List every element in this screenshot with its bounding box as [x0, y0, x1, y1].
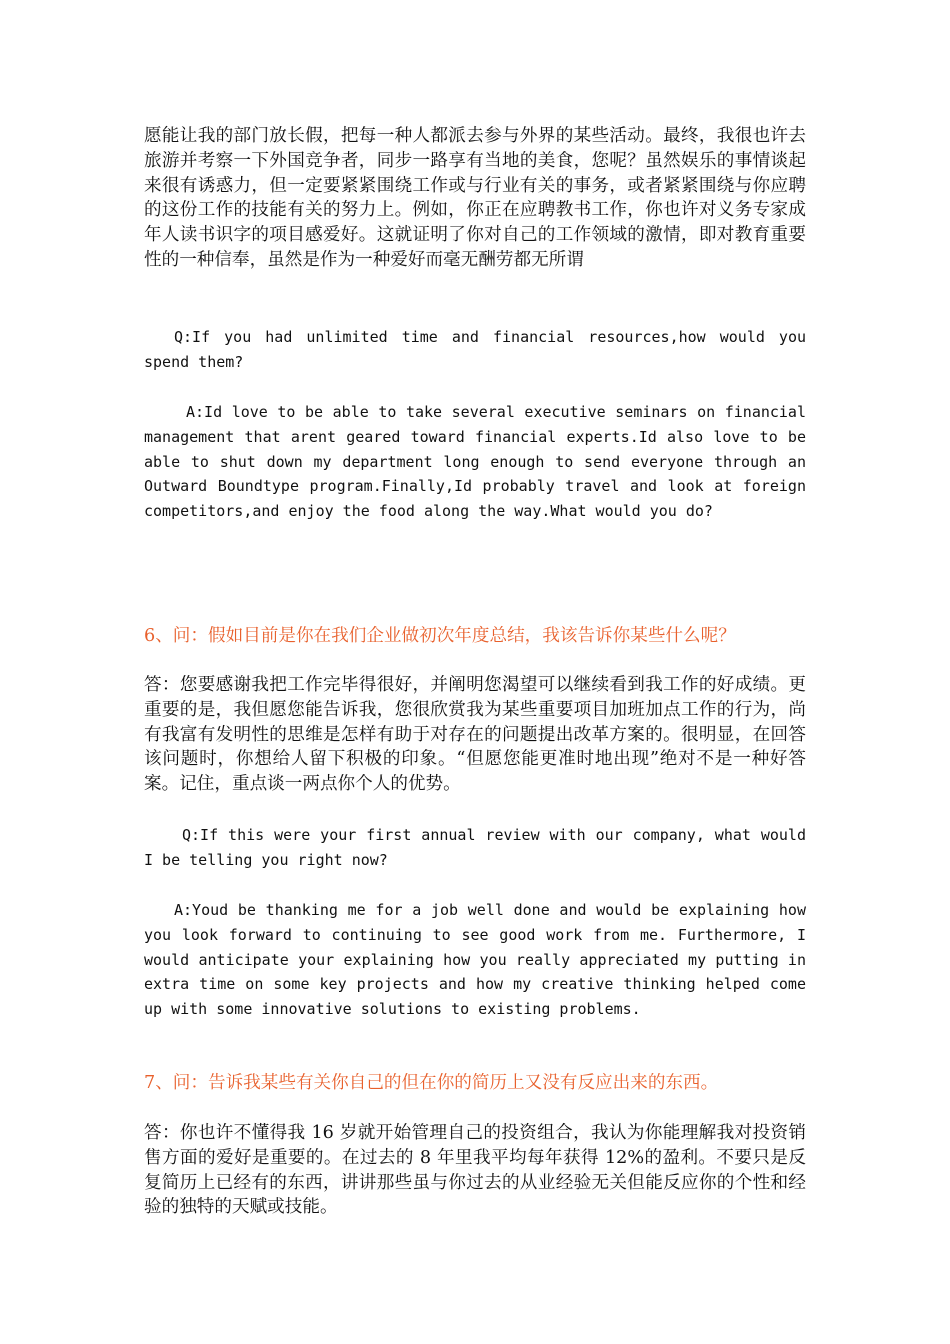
question-6-heading: 6、问：假如目前是你在我们企业做初次年度总结，我该告诉你某些什么呢？: [144, 626, 736, 646]
question-7-heading: 7、问：告诉我某些有关你自己的但在你的简历上又没有反应出来的东西。: [144, 1073, 719, 1093]
english-answer-6: A:Youd be thanking me for a job well done and would be explaining how you look forward to continuing to see good work from me. Furthermore, I would anticipate your explaining how you really appreciated my putting in extra time on some key projects and how my creative thinking helped come up with some innovative solutions to existing problems.: [144, 901, 806, 1019]
intro-paragraph: 愿能让我的部门放长假，把每一种人都派去参与外界的某些活动。最终，我很也许去旅游并考察一下外国竞争者，同步一路享有当地的美食，您呢？虽然娱乐的事情谈起来很有诱惑力，但一定要紧紧围绕工作或与行业有关的事务，或者紧紧围绕与你应聘的这份工作的技能有关的努力上。例如，你正在应聘教书工作，你也许对义务专家成年人读书识字的项目感爱好。这就证明了你对自己的工作领域的激情，即对教育重要性的一种信奉，虽然是作为一种爱好而毫无酬劳都无所谓: [144, 126, 806, 270]
english-question-6: Q:If this were your first annual review with our company, what would I be telling you right now?: [144, 826, 806, 869]
answer-7-paragraph: 答：你也许不懂得我 16 岁就开始管理自己的投资组合，我认为你能理解我对投资销售方面的爱好是重要的。在过去的 8 年里我平均每年获得 12%的盈利。不要只是反复简历上已经有的东西，讲讲那些虽与你过去的从业经验无关但能反应你的个性和经验的独特的天赋或技能。: [144, 1123, 806, 1218]
answer-6-paragraph: 答：您要感谢我把工作完毕得很好，并阐明您渴望可以继续看到我工作的好成绩。更重要的是，我但愿您能告诉我，您很欣赏我为某些重要项目加班加点工作的行为，尚有我富有发明性的思维是怎样有助于对存在的问题提出改革方案的。很明显，在回答该问题时，你想给人留下积极的印象。“但愿您能更准时地出现”绝对不是一种好答案。记住，重点谈一两点你个人的优势。: [144, 675, 806, 795]
english-answer-5: A:Id love to be able to take several executive seminars on financial management that arent geared toward financial experts.Id also love to be able to shut down my department long enough to send everyone through an Outward Boundtype program.Finally,Id probably travel and look at foreign competitors,and enjoy the food along the way.What would you do?: [144, 403, 806, 521]
english-question-5: Q:If you had unlimited time and financial resources,how would you spend them?: [144, 328, 806, 371]
